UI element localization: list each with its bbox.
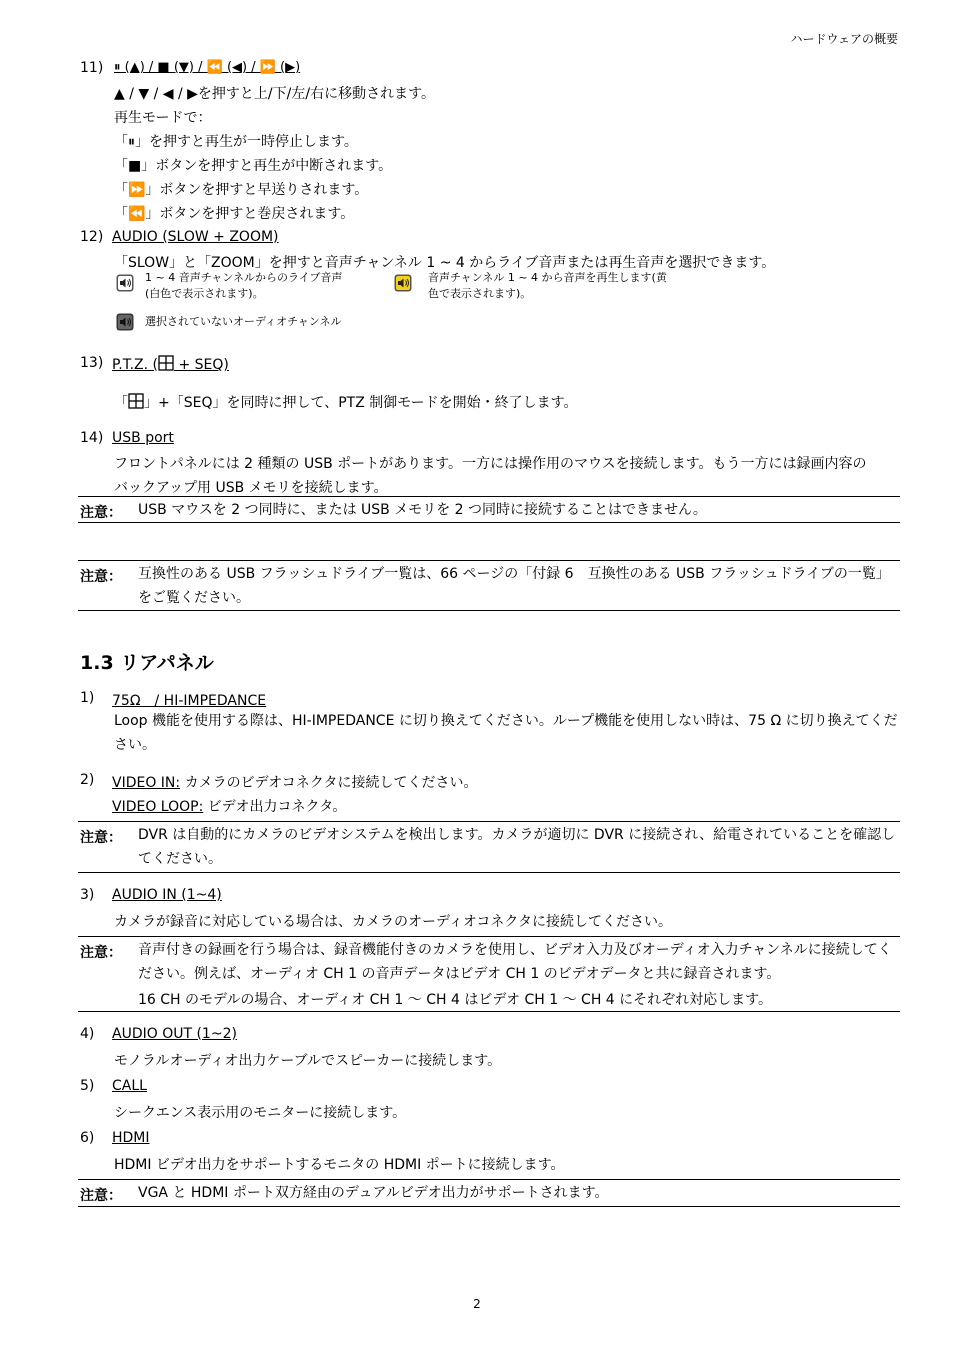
item-title-audio: AUDIO (SLOW + ZOOM) bbox=[112, 229, 279, 245]
note-label: 注意： bbox=[80, 1188, 122, 1204]
divider bbox=[78, 1206, 900, 1207]
running-header: ハードウェアの概要 bbox=[790, 32, 898, 46]
note-text: VGA と HDMI ポート双方経由のデュアルビデオ出力がサポートされます。 bbox=[138, 1185, 609, 1201]
term-video-in: VIDEO IN: bbox=[112, 775, 181, 791]
item-title-audio-in: AUDIO IN (1~4) bbox=[112, 887, 222, 903]
note-text: 互換性のある USB フラッシュドライブ一覧は、66 ページの「付録 6 互換性のある USB フラッシュドライブの一覧」をご覧ください。 bbox=[138, 566, 890, 606]
item-text bbox=[114, 392, 578, 413]
item-text: カメラが録音に対応している場合は、カメラのオーディオコネクタに接続してください。 bbox=[114, 914, 673, 930]
note-label: 注意： bbox=[80, 569, 122, 585]
item-title-call: CALL bbox=[112, 1078, 147, 1094]
icon-caption: 選択されていないオーディオチャンネル bbox=[145, 315, 342, 328]
note-label: 注意： bbox=[80, 505, 122, 521]
item-text: バックアップ用 USB メモリを接続します。 bbox=[114, 480, 388, 496]
icon-caption: 音声チャンネル 1 ~ 4 から音声を再生します(黄 bbox=[428, 271, 667, 284]
text-suffix: 」+「SEQ」を同時に押して、PTZ 制御モードを開始・終了します。 bbox=[144, 395, 578, 411]
page-number: 2 bbox=[473, 1297, 481, 1311]
divider bbox=[78, 1011, 900, 1012]
item-number: 11) bbox=[80, 60, 104, 76]
divider bbox=[78, 496, 900, 497]
item-title-playback-buttons: ⏸ (▲) / ■ (▼) / ⏪ (◀) / ⏩ (▶) bbox=[114, 60, 301, 75]
speaker-yellow-icon bbox=[394, 274, 412, 292]
item-text: 「⏪」ボタンを押すと巻戻されます。 bbox=[114, 206, 355, 222]
note-label: 注意： bbox=[80, 945, 122, 961]
term-desc: カメラのビデオコネクタに接続してください。 bbox=[180, 775, 478, 791]
divider bbox=[78, 1179, 900, 1180]
term-desc: ビデオ出力コネクタ。 bbox=[203, 799, 347, 815]
item-number: 6) bbox=[80, 1130, 95, 1146]
item-text: 「SLOW」と「ZOOM」を押すと音声チャンネル 1 ~ 4 からライブ音声または再生音声を選択できます。 bbox=[114, 255, 776, 271]
item-title-impedance: 75Ω / HI-IMPEDANCE bbox=[112, 693, 267, 709]
item-number: 3) bbox=[80, 887, 95, 903]
note-text: USB マウスを 2 つ同時に、または USB メモリを 2 つ同時に接続することはできません。 bbox=[138, 502, 707, 518]
note-label: 注意： bbox=[80, 830, 122, 846]
item-number: 12) bbox=[80, 229, 104, 245]
grid-icon bbox=[128, 393, 144, 413]
divider bbox=[78, 821, 900, 822]
title-prefix: P.T.Z. ( bbox=[112, 357, 159, 373]
note-text: DVR は自動的にカメラのビデオシステムを検出します。カメラが適切に DVR に接続され、給電されていることを確認してください。 bbox=[138, 827, 896, 867]
title-suffix: + SEQ) bbox=[174, 357, 229, 373]
item-number: 5) bbox=[80, 1078, 95, 1094]
speaker-white-icon bbox=[116, 274, 134, 292]
item-text: フロントパネルには 2 種類の USB ポートがあります。一方には操作用のマウスを接続します。もう一方には録画内容の bbox=[114, 456, 867, 472]
item-text: 「⏩」ボタンを押すと早送りされます。 bbox=[114, 182, 369, 198]
grid-icon bbox=[158, 355, 174, 375]
item-text: 「■」ボタンを押すと再生が中断されます。 bbox=[114, 158, 393, 174]
item-number: 4) bbox=[80, 1026, 95, 1042]
item-text: 再生モードで： bbox=[114, 110, 212, 126]
divider bbox=[78, 560, 900, 561]
item-title-hdmi: HDMI bbox=[112, 1130, 150, 1146]
icon-caption: (白色で表示されます)。 bbox=[145, 287, 264, 300]
item-text: モノラルオーディオ出力ケーブルでスピーカーに接続します。 bbox=[114, 1053, 502, 1069]
item-line-video-in bbox=[112, 772, 477, 792]
item-text: 「⏸」を押すと再生が一時停止します。 bbox=[114, 134, 358, 150]
item-number: 13) bbox=[80, 355, 104, 371]
item-number: 1) bbox=[80, 690, 95, 706]
note-text: 16 CH のモデルの場合、オーディオ CH 1 ～ CH 4 はビデオ CH 1 ～ CH 4 にそれぞれ対応します。 bbox=[138, 992, 773, 1008]
note-text: 音声付きの録画を行う場合は、録音機能付きのカメラを使用し、ビデオ入力及びオーディオ入力チャンネルに接続してください。例えば、オーディオ CH 1 の音声データはビデオ CH 1 のビデオデータと共に録音されます。 bbox=[138, 942, 892, 982]
speaker-dark-icon bbox=[116, 313, 134, 331]
item-line-video-loop bbox=[112, 796, 346, 816]
section-heading: 1.3 リアパネル bbox=[80, 652, 214, 674]
divider bbox=[78, 522, 900, 523]
divider bbox=[78, 610, 900, 611]
item-number: 14) bbox=[80, 430, 104, 446]
text-prefix: 「 bbox=[114, 395, 128, 411]
item-text: ▲ / ▼ / ◀ / ▶を押すと上/下/左/右に移動されます。 bbox=[114, 86, 435, 102]
icon-caption: 1 ~ 4 音声チャンネルからのライブ音声 bbox=[145, 271, 343, 284]
item-title-usb-port: USB port bbox=[112, 430, 174, 446]
item-title-ptz bbox=[112, 355, 229, 375]
term-video-loop: VIDEO LOOP: bbox=[112, 799, 204, 815]
item-title-audio-out: AUDIO OUT (1~2) bbox=[112, 1026, 237, 1042]
item-text: シークエンス表示用のモニターに接続します。 bbox=[114, 1105, 407, 1121]
divider bbox=[78, 936, 900, 937]
icon-caption: 色で表示されます)。 bbox=[428, 287, 532, 300]
item-text: HDMI ビデオ出力をサポートするモニタの HDMI ポートに接続します。 bbox=[114, 1157, 565, 1173]
item-text: Loop 機能を使用する際は、HI-IMPEDANCE に切り換えてください。ループ機能を使用しない時は、75 Ω に切り換えてください。 bbox=[114, 713, 898, 753]
divider bbox=[78, 872, 900, 873]
item-number: 2) bbox=[80, 772, 95, 788]
